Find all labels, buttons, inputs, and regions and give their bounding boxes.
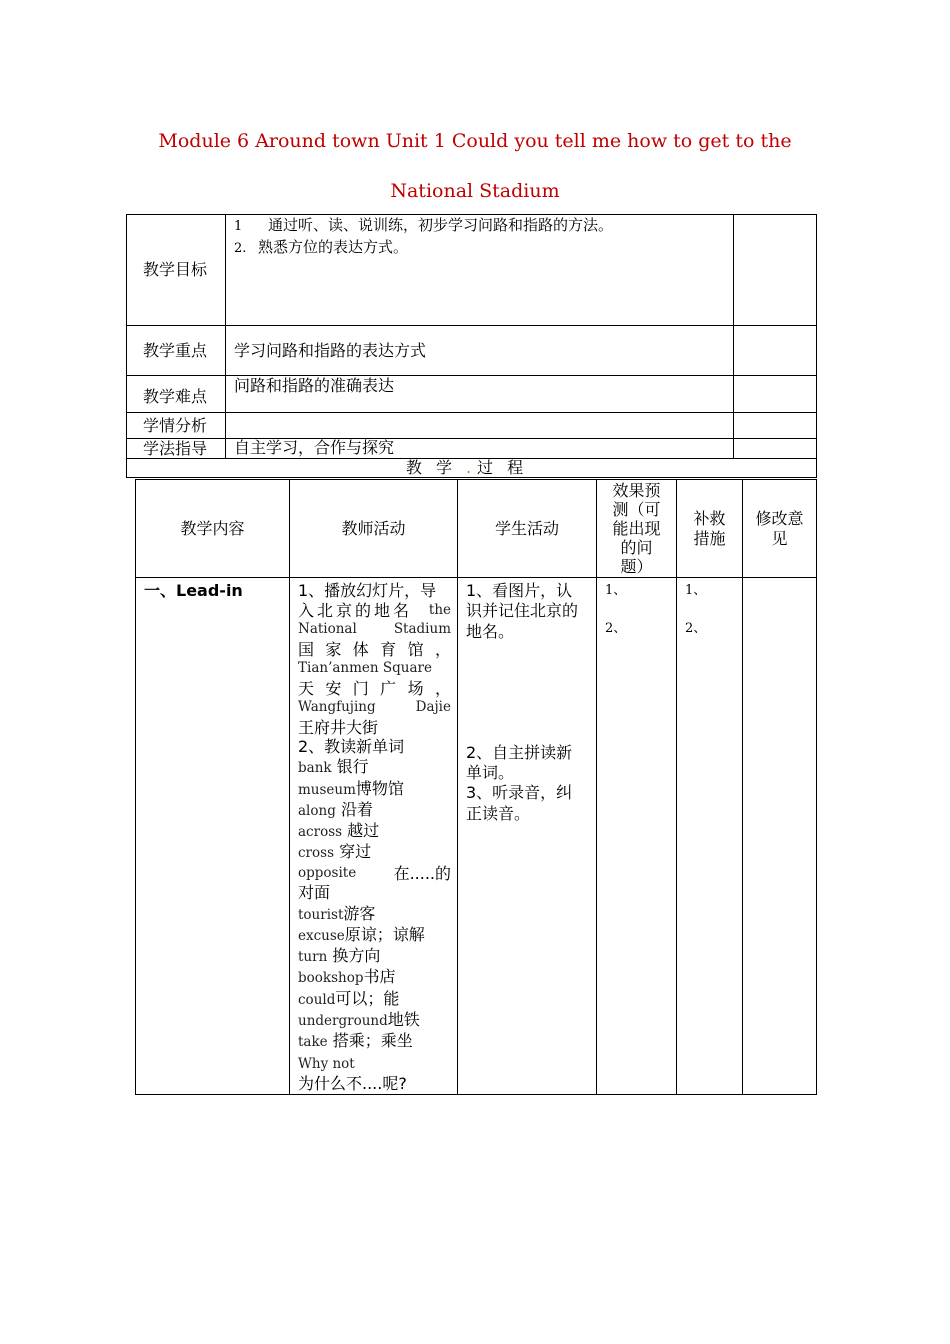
vocab-item: could可以；能 xyxy=(298,988,400,1008)
student-step2-line: 2、自主拼读新 xyxy=(466,742,573,762)
document-title-line-1: Module 6 Around town Unit 1 Could you tell me how to get to the xyxy=(158,130,792,152)
teaching-process-table xyxy=(135,479,817,1095)
remedy-item-2: 2、 xyxy=(685,621,707,637)
step1-line-1: 1、播放幻灯片，导 xyxy=(298,581,437,600)
step1-line-7: Wangfujing Dajie xyxy=(298,699,451,715)
student-step2-line: 单词。 xyxy=(466,763,515,783)
difficulty-content: 问路和指路的准确表达 xyxy=(226,376,734,413)
content-cell xyxy=(136,578,290,1095)
teacher-activity-cell xyxy=(290,578,458,1095)
step1-line-5: Tian’anmen Square xyxy=(298,660,432,676)
vocab-item: along 沿着 xyxy=(298,799,373,819)
vocab-item: excuse原谅；谅解 xyxy=(298,924,425,944)
lesson-overview-table xyxy=(126,214,817,478)
vocab-item: 对面 xyxy=(298,883,331,903)
analysis-label: 学情分析 xyxy=(127,413,226,439)
step2-heading: 2、教读新单词 xyxy=(298,737,405,756)
lead-in-label: 一、Lead-in xyxy=(144,581,243,600)
step1-line-2: 入北京的地名 the xyxy=(298,600,451,620)
student-step1-line: 1、看图片，认 xyxy=(466,581,573,600)
analysis-content xyxy=(226,413,734,439)
remedy-item-1: 1、 xyxy=(685,583,707,598)
effect-prediction-cell xyxy=(597,578,677,1095)
document-title-line-2: National Stadium xyxy=(390,180,560,202)
student-step1-line: 地名。 xyxy=(466,621,515,641)
vocab-item: opposite 在.....的 xyxy=(298,863,451,883)
header-revision: 修改意 见 xyxy=(743,480,817,578)
effect-item-1: 1、 xyxy=(605,583,627,598)
vocab-item: turn 换方向 xyxy=(298,946,381,966)
student-step3-line: 3、听录音，纠 xyxy=(466,783,573,803)
student-step1-line: 识并记住北京的 xyxy=(466,601,579,621)
header-effect-prediction: 效果预 测（可 能出现 的问 题） xyxy=(597,480,677,578)
vocab-item: across 越过 xyxy=(298,821,380,841)
step1-line-3: National Stadium xyxy=(298,621,451,637)
difficulty-label: 教学难点 xyxy=(127,376,226,413)
process-heading: 教学.过程 xyxy=(127,459,817,478)
focus-content: 学习问路和指路的表达方式 xyxy=(226,326,734,376)
vocab-item: cross 穿过 xyxy=(298,842,372,862)
header-remedy: 补救 措施 xyxy=(677,480,743,578)
remedy-cell xyxy=(677,578,743,1095)
vocab-item: bank 银行 xyxy=(298,757,369,777)
goal-item-2: 2. 熟悉方位的表达方式。 xyxy=(234,238,409,256)
vocab-item: take 搭乘；乘坐 xyxy=(298,1031,413,1051)
header-student-activity: 学生活动 xyxy=(458,480,597,578)
method-label: 学法指导 xyxy=(127,439,226,459)
goal-content xyxy=(226,215,734,326)
header-teacher-activity: 教师活动 xyxy=(290,480,458,578)
header-content: 教学内容 xyxy=(136,480,290,578)
vocab-item: Why not xyxy=(298,1055,355,1072)
focus-label: 教学重点 xyxy=(127,326,226,376)
method-content: 自主学习，合作与探究 xyxy=(226,439,734,459)
step1-line-6: 天 安 门 广 场 ， xyxy=(298,678,451,698)
step1-line-8: 王府井大街 xyxy=(298,717,379,737)
effect-item-2: 2、 xyxy=(605,621,627,637)
step1-line-4: 国 家 体 育 馆 ， xyxy=(298,639,451,659)
student-step3-line: 正读音。 xyxy=(466,803,531,823)
vocab-item: tourist游客 xyxy=(298,903,376,923)
vocab-item: underground地铁 xyxy=(298,1010,420,1030)
vocab-item: museum博物馆 xyxy=(298,778,404,798)
revision-cell xyxy=(743,578,817,1095)
vocab-item: bookshop书店 xyxy=(298,967,396,987)
goal-label: 教学目标 xyxy=(127,215,226,326)
goal-item-1: 1 通过听、读、说训练，初步学习问路和指路的方法。 xyxy=(234,216,614,234)
vocab-item: 为什么不....呢? xyxy=(298,1073,407,1093)
student-activity-cell xyxy=(458,578,597,1095)
